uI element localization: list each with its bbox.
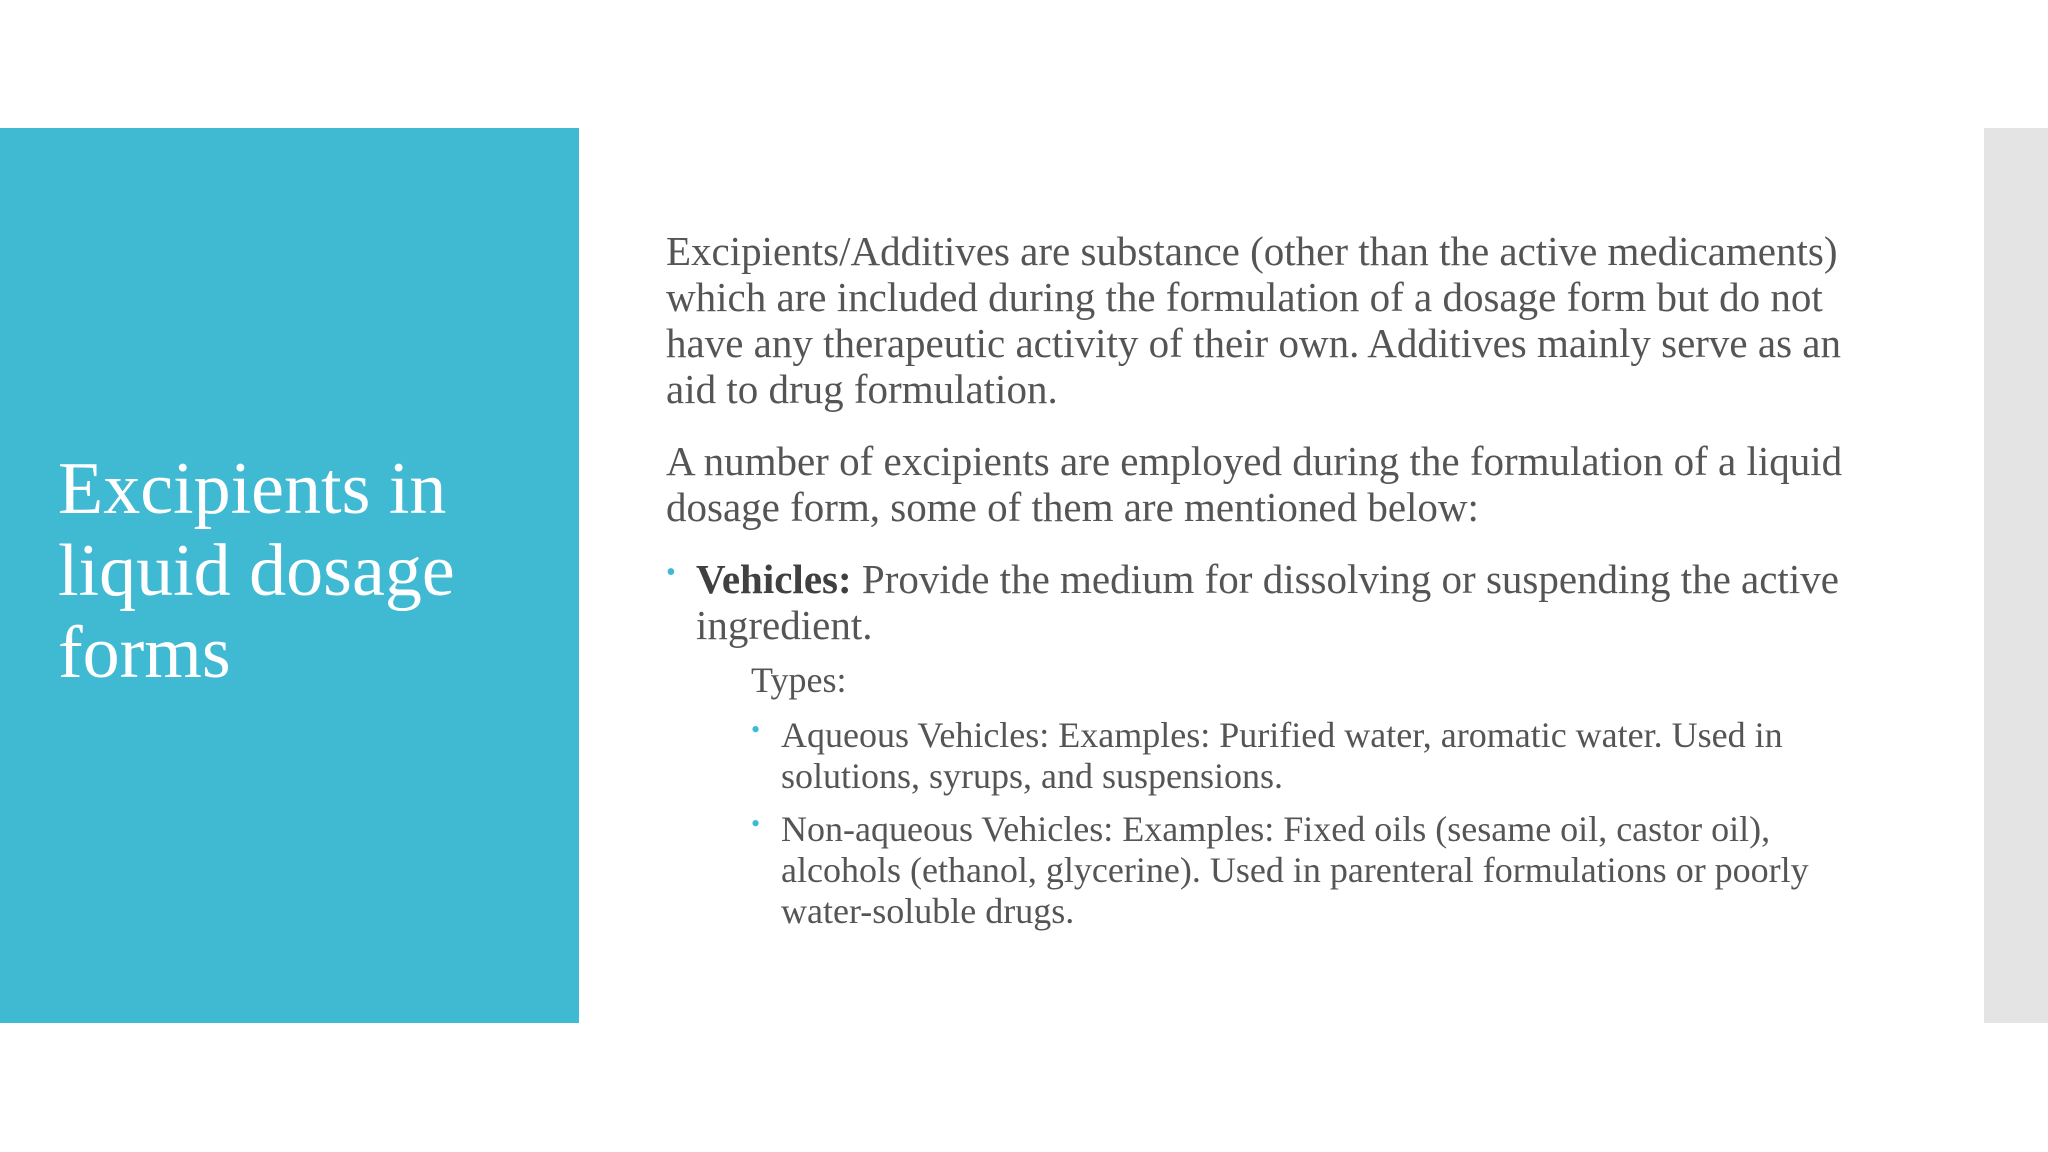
aqueous-vehicles-bullet bbox=[751, 715, 1876, 797]
non-aqueous-vehicles-bullet bbox=[751, 809, 1876, 932]
right-side-bar bbox=[1984, 128, 2048, 1023]
bullet-icon: • bbox=[751, 809, 761, 838]
excipients-paragraph: A number of excipients are employed during the formulation of a liquid dosage form, some of them are mentioned below: bbox=[666, 438, 1843, 530]
vehicles-text: Provide the medium for dissolving or suspending the active ingredient. bbox=[696, 556, 1839, 648]
slide-content bbox=[666, 228, 1876, 944]
vehicles-label: Vehicles: bbox=[696, 556, 852, 602]
types-label: Types: bbox=[751, 660, 847, 700]
intro-paragraph: Excipients/Additives are substance (other than the active medicaments) which are included during the formulation of a dosage form but do not have any therapeutic activity of their own. Additives mainly serve as an aid to drug formulation. bbox=[666, 228, 1841, 412]
bullet-icon: • bbox=[751, 715, 761, 744]
bullet-icon: • bbox=[666, 557, 676, 588]
vehicles-bullet bbox=[666, 556, 1876, 648]
non-aqueous-vehicles-text: Non-aqueous Vehicles: Examples: Fixed oils (sesame oil, castor oil), alcohols (ethanol, glycerine). Used in parenteral formulations or poorly water-soluble drugs. bbox=[781, 809, 1809, 931]
aqueous-vehicles-text: Aqueous Vehicles: Examples: Purified water, aromatic water. Used in solutions, syrups, and suspensions. bbox=[781, 715, 1783, 796]
slide-title: Excipients in liquid dosage forms bbox=[58, 448, 455, 694]
